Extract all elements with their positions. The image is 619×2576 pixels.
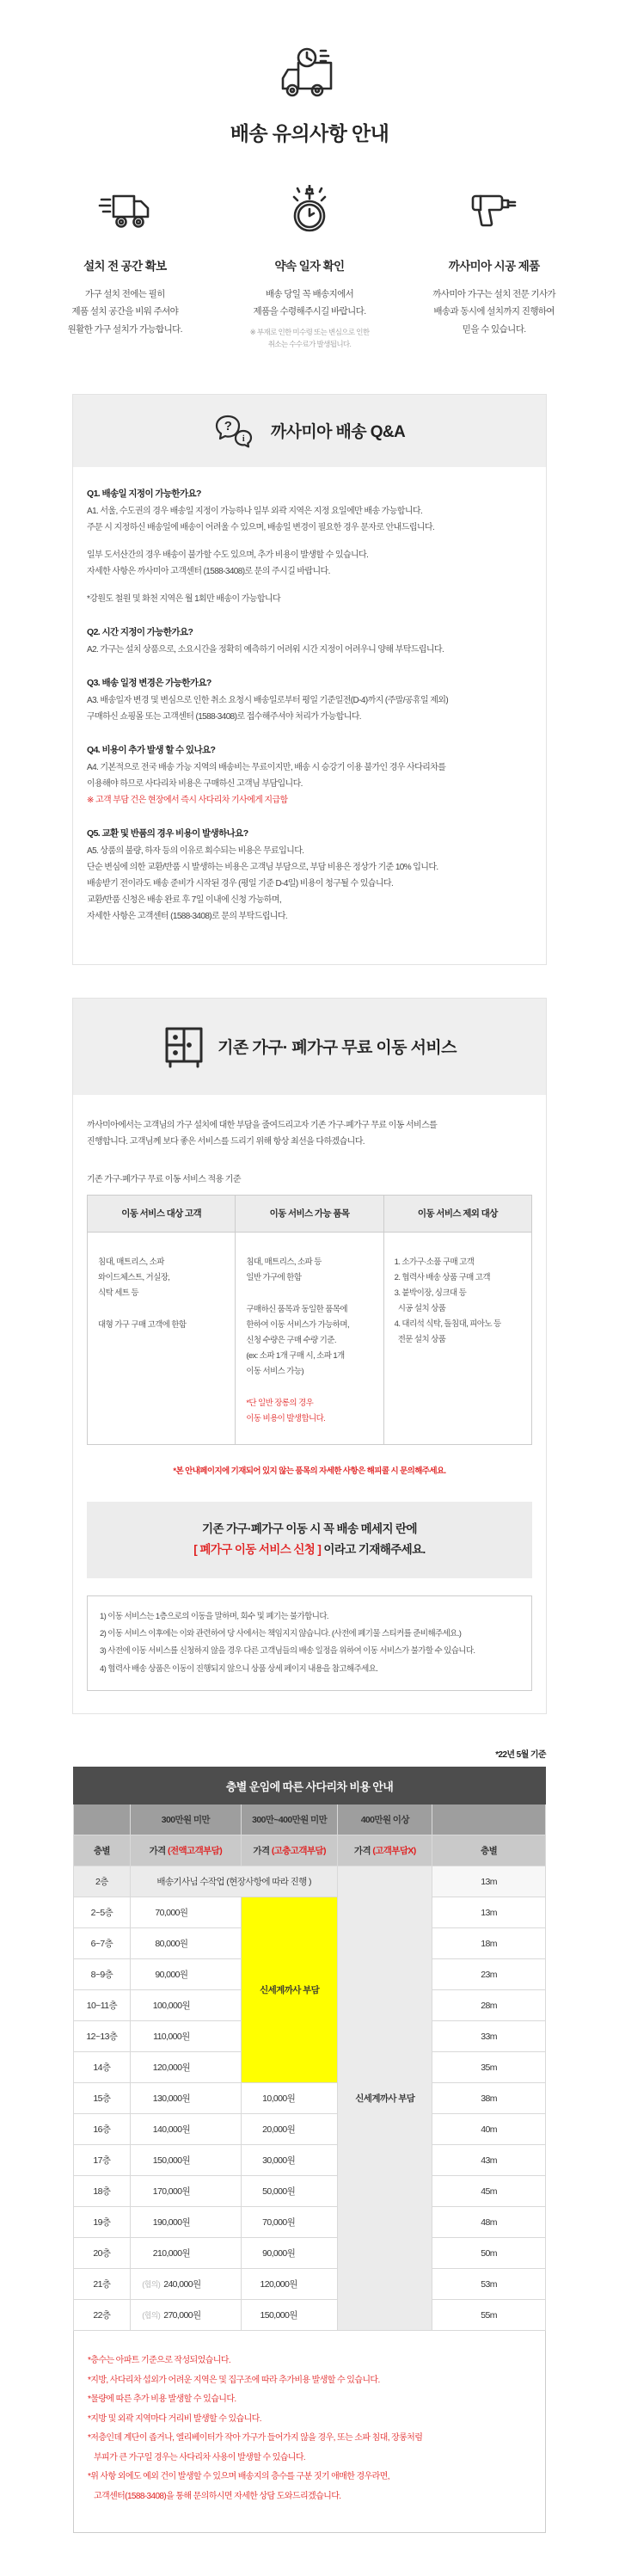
ladder-note-line: *층수는 아파트 기준으로 작성되었습니다. (88, 2356, 231, 2366)
ladder-price-label: 가격 (고객부담X) (338, 1835, 432, 1866)
ladder-floor-cell: 22층 (74, 2300, 131, 2331)
service-table-line: 일반 가구에 한함 (246, 1272, 302, 1282)
ladder-price1-cell: 90,000원 (130, 1959, 241, 1990)
ladder-row (74, 2176, 546, 2207)
ladder-height-cell: 13m (432, 1897, 546, 1928)
ladder-floor-label: 층별 (74, 1835, 131, 1866)
service-table-line: 침대, 매트리스, 소파 (98, 1257, 164, 1267)
notice-line2 (95, 1540, 524, 1560)
service-table-cell (383, 1232, 531, 1444)
ladder-cost-section (73, 1747, 546, 2533)
feature-line: 배송 당일 꼭 배송지에서 (265, 289, 354, 299)
ladder-company-cell-400: 신세계까사 부담 (338, 1866, 432, 2331)
notice-line1: 기존 가구·폐가구 이동 시 꼭 배송 메세지 란에 (202, 1522, 417, 1535)
feature-line: 믿을 수 있습니다. (462, 323, 526, 335)
date-note: *22년 5월 기준 (495, 1750, 546, 1761)
ladder-price-label: 가격 (전액고객부담) (130, 1835, 241, 1866)
feature-note-line: ※ 부재로 인한 미수령 또는 변심으로 인한 (249, 327, 370, 336)
service-table-line: 신청 수량은 구매 수량 기준. (246, 1335, 336, 1345)
ladder-note-line: *지방 및 외곽 지역마다 거리비 발생할 수 있습니다. (88, 2413, 261, 2424)
ladder-note-line: *지방, 사다리차 섭외가 어려운 지역은 및 집구조에 따라 추가비용 발생할 수 있습니다. (88, 2375, 380, 2385)
feature-line: 배송과 동시에 설치까지 진행하여 (433, 306, 555, 317)
service-table-header: 이동 서비스 가능 품목 (236, 1195, 383, 1232)
qa-item (87, 675, 532, 725)
ladder-floor-cell: 18층 (74, 2176, 131, 2207)
ladder-price-label: 가격 (고층고객부담) (241, 1835, 338, 1866)
ladder-note-line: 고객센터(1588-3408)을 통해 문의하시면 자세한 상담 도와드리겠습니다. (94, 2491, 341, 2501)
ladder-price1-cell: 140,000원 (130, 2114, 241, 2145)
qa-answer-line: 자세한 사항은 까사미아 고객센터 (1588-3408)로 문의 주시길 바랍니다. (87, 566, 330, 576)
ladder-title-row (74, 1768, 546, 1804)
line-gap (246, 1286, 372, 1302)
service-red-note: *본 안내페이지에 기재되어 있지 않는 품목의 자세한 사항은 해피콜 시 문의해주세요. (173, 1466, 446, 1476)
moving-body (73, 1095, 546, 1714)
ladder-floor-cell: 12~13층 (74, 2021, 131, 2052)
ladder-height-cell: 55m (432, 2300, 546, 2331)
ladder-price1-cell: 190,000원 (130, 2207, 241, 2238)
ladder-price1-cell: 110,000원 (130, 2021, 241, 2052)
ladder-row (74, 2269, 546, 2300)
ladder-group-header: 300만원 미만 (130, 1804, 241, 1835)
ladder-price1-cell: 120,000원 (130, 2052, 241, 2083)
service-table-cell (236, 1232, 383, 1444)
ladder-price1-cell: 210,000원 (130, 2238, 241, 2269)
service-table-line: *단 일반 장롱의 경우 (246, 1398, 314, 1408)
ladder-height-cell: 13m (432, 1866, 546, 1897)
truck-clock-icon (278, 47, 341, 101)
notice-line2-red: [ 폐가구 이동 서비스 신청 ] (193, 1543, 322, 1557)
qa-answer-line: A5. 상품의 불량, 하자 등의 이유로 회수되는 비용은 무료입니다. (87, 845, 304, 856)
line-gap (98, 1301, 224, 1318)
ladder-price1-cell: (협의) 240,000원 (130, 2269, 241, 2300)
criteria-label: 기존 가구·폐가구 무료 이동 서비스 적용 기준 (87, 1174, 241, 1184)
ladder-company-cell-300: 신세계까사 부담 (241, 1897, 338, 2083)
ladder-floor-label: 층별 (432, 1835, 546, 1866)
ladder-height-cell: 45m (432, 2176, 546, 2207)
line-gap (246, 1380, 372, 1396)
notice-line2-rest: 이라고 기재해주세요. (321, 1543, 426, 1557)
stopwatch-icon (232, 182, 388, 239)
feature-card (416, 182, 572, 351)
qa-answer-line: 교환/반품 신청은 배송 완료 후 7일 이내에 신청 가능하며, (87, 895, 282, 905)
svg-text:i: i (242, 433, 244, 444)
qa-answer-line: 주문 시 지정하신 배송일에 배송이 어려울 수 있으며, 배송일 변경이 필요한 경우 문자로 안내드립니다. (87, 522, 435, 532)
ladder-price1-cell: 100,000원 (130, 1990, 241, 2021)
service-table-line: 2. 협력사 배송 상품 구매 고객 (394, 1272, 490, 1282)
service-table-line: 식탁 세트 등 (98, 1288, 138, 1298)
feature-note (232, 326, 388, 351)
qa-question: Q5. 교환 및 반품의 경우 비용이 발생하나요? (87, 827, 248, 839)
waste-furniture-notice (87, 1502, 532, 1578)
ladder-price2-cell: 30,000원 (241, 2145, 338, 2176)
service-rule-line: 3) 사전에 이동 서비스를 신청하지 않을 경우 다른 고객님들의 배송 일정을 위하여 이동 서비스가 불가할 수 있습니다. (100, 1646, 475, 1657)
ladder-floor-cell: 16층 (74, 2114, 131, 2145)
qa-answer-line: 단순 변심에 의한 교환/반품 시 발생하는 비용은 고객님 부담으로, 부담 비용은 정상가 기준 10% 입니다. (87, 862, 438, 872)
qa-body (73, 467, 546, 964)
qa-question: Q1. 배송일 지정이 가능한가요? (87, 488, 201, 499)
qa-answer-line: *강원도 철원 및 화천 지역은 월 1회만 배송이 가능합니다 (87, 593, 280, 604)
ladder-group-corner (74, 1804, 131, 1835)
truck-speed-icon (47, 182, 203, 239)
ladder-height-cell: 40m (432, 2114, 546, 2145)
qa-answer-line: A2. 가구는 설치 상품으로, 소요시간을 정확히 예측하기 어려워 시간 지정이 어려우니 양해 부탁드립니다. (87, 644, 444, 655)
ladder-price2-cell: 50,000원 (241, 2176, 338, 2207)
ladder-price2-cell: 90,000원 (241, 2238, 338, 2269)
ladder-row (74, 2207, 546, 2238)
service-rule-line: 2) 이동 서비스 이후에는 이와 관련하여 당 사에서는 책임지지 않습니다. (사전에 폐기물 스티커를 준비해주세요.) (100, 1628, 462, 1638)
service-table-line: 4. 대리석 식탁, 돌침대, 피아노 등 (394, 1319, 501, 1329)
qa-answer-line: 일부 도서산간의 경우 배송이 불가할 수도 있으며, 추가 비용이 발생할 수 있습니다. (87, 550, 369, 560)
ladder-height-cell: 53m (432, 2269, 546, 2300)
service-table-header: 이동 서비스 대상 고객 (88, 1195, 236, 1232)
ladder-floor-cell: 20층 (74, 2238, 131, 2269)
moving-section-title: 기존 가구· 폐가구 무료 이동 서비스 (218, 1039, 457, 1057)
service-rule-line: 4) 협력사 배송 상품은 이동이 진행되지 않으니 상품 상세 페이지 내용을 참고해주세요. (100, 1663, 378, 1674)
ladder-height-cell: 33m (432, 2021, 546, 2052)
ladder-height-cell: 23m (432, 1959, 546, 1990)
delivery-features (47, 182, 572, 351)
ladder-row (74, 1897, 546, 1928)
service-table-line: 이동 서비스 가능) (246, 1366, 304, 1376)
qa-answer-line: 구매하신 쇼핑몰 또는 고객센터 (1588-3408)로 접수해주셔야 처리가 가능합니다. (87, 711, 361, 722)
ladder-row (74, 2300, 546, 2331)
ladder-row (74, 2145, 546, 2176)
qa-answer-line: ※ 고객 부담 건은 현장에서 즉시 사다리차 기사에게 지급함 (87, 795, 288, 805)
qa-answer-line: A4. 기본적으로 전국 배송 가능 지역의 배송비는 무료이지만, 배송 시 승강기 이용 불가인 경우 사다리차를 (87, 762, 446, 772)
qa-answer-line: 이용해야 하므로 사다리차 비용은 구매하신 고객님 부담입니다. (87, 778, 303, 789)
service-table-line: 3. 붙박이장, 싱크대 등 (394, 1288, 467, 1298)
qa-section-header (73, 395, 546, 467)
ladder-note-line: 부피가 큰 가구일 경우는 사다리차 사용이 발생할 수 있습니다. (94, 2452, 306, 2462)
service-table-header: 이동 서비스 제외 대상 (383, 1195, 531, 1232)
moving-section-header (73, 999, 546, 1095)
ladder-manual-cell: 배송기사님 수작업 (현장사항에 따라 진행 ) (130, 1866, 338, 1897)
service-table-line: 침대, 매트리스, 소파 등 (246, 1257, 322, 1267)
ladder-table-title: 층별 운임에 따른 사다리차 비용 안내 (74, 1768, 546, 1804)
ladder-price2-cell: 20,000원 (241, 2114, 338, 2145)
service-rules (87, 1595, 532, 1692)
ladder-label-row (74, 1835, 546, 1866)
ladder-row (74, 2238, 546, 2269)
ladder-price1-cell: 150,000원 (130, 2145, 241, 2176)
ladder-notes (73, 2331, 546, 2533)
service-table-line: 이동 비용이 발생합니다. (246, 1413, 326, 1423)
ladder-floor-cell: 14층 (74, 2052, 131, 2083)
ladder-price2-cell: 10,000원 (241, 2083, 338, 2114)
service-table-line: 1. 소가구·소품 구매 고객 (394, 1257, 475, 1267)
ladder-floor-cell: 2~5층 (74, 1897, 131, 1928)
service-table-body-row (88, 1232, 532, 1444)
feature-note-line: 취소는 수수료가 발생됩니다. (267, 340, 352, 349)
ladder-height-cell: 50m (432, 2238, 546, 2269)
ladder-floor-cell: 6~7층 (74, 1928, 131, 1959)
qa-answer-line: 배송받기 전이라도 배송 준비가 시작된 경우 (평일 기준 D-4일) 비용이 청구될 수 있습니다. (87, 878, 394, 888)
service-table-line: 와이드체스트, 거실장, (98, 1272, 170, 1282)
moving-service-table (87, 1195, 532, 1445)
service-table-line: (ex: 소파 1개 구매 시, 소파 1개 (246, 1350, 345, 1361)
ladder-row (74, 2083, 546, 2114)
service-table-line: 전문 설치 상품 (394, 1334, 446, 1344)
ladder-group-header: 300만~400만원 미만 (241, 1804, 338, 1835)
qa-item (87, 486, 532, 607)
feature-line: 제품을 수령해주시길 바랍니다. (253, 306, 366, 317)
ladder-note-line: *위 사항 외에도 예외 건이 발생할 수 있으며 배송지의 층수를 구분 짓기 애매한 경우라면, (88, 2472, 389, 2482)
service-table-header-row (88, 1195, 532, 1232)
qa-bubble-icon (214, 414, 259, 448)
service-rule-line: 1) 이동 서비스는 1층으로의 이동을 말하며, 회수 및 폐기는 불가합니다. (100, 1611, 328, 1621)
ladder-height-cell: 35m (432, 2052, 546, 2083)
feature-title: 약속 일자 확인 (274, 260, 345, 273)
qa-question: Q2. 시간 지정이 가능한가요? (87, 626, 193, 637)
ladder-floor-cell: 15층 (74, 2083, 131, 2114)
qa-section (72, 394, 547, 965)
ladder-price2-cell: 120,000원 (241, 2269, 338, 2300)
feature-line: 제품 설치 공간을 비워 주셔야 (71, 306, 179, 317)
service-table-line: 구매하신 품목과 동일한 품목에 (246, 1304, 347, 1314)
cabinet-icon (162, 1024, 205, 1069)
ladder-note-line: *저층인데 계단이 좁거나, 엘리베이터가 작아 가구가 들어가지 않을 경우, 또는 소파 침대, 장롱처럼 (88, 2433, 423, 2444)
service-table-cell (88, 1232, 236, 1444)
qa-item (87, 826, 532, 925)
ladder-group-header: 400만원 이상 (338, 1804, 432, 1835)
moving-intro-line: 까사미아에서는 고객님의 가구 설치에 대한 부담을 줄여드리고자 기존 가구·폐가구 무료 이동 서비스를 (87, 1120, 438, 1130)
service-table-line: 대형 가구 구매 고객에 한함 (98, 1319, 187, 1330)
ladder-height-cell: 28m (432, 1990, 546, 2021)
qa-answer-line: A1. 서울, 수도권의 경우 배송일 지정이 가능하나 일부 외곽 지역은 지정 요일에만 배송 가능합니다. (87, 506, 423, 516)
feature-card (232, 182, 388, 351)
feature-card (47, 182, 203, 351)
qa-question: Q4. 비용이 추가 발생 할 수 있나요? (87, 744, 216, 755)
svg-text:?: ? (224, 418, 232, 433)
service-table-line: 시공 설치 상품 (394, 1303, 446, 1313)
ladder-price1-cell: 170,000원 (130, 2176, 241, 2207)
moving-intro (87, 1117, 532, 1151)
ladder-price2-cell: 70,000원 (241, 2207, 338, 2238)
ladder-floor-cell: 19층 (74, 2207, 131, 2238)
ladder-height-cell: 43m (432, 2145, 546, 2176)
feature-title: 까사미아 시공 제품 (448, 260, 540, 273)
qa-answer-line: A3. 배송일자 변경 및 변심으로 인한 취소 요청시 배송일로부터 평일 기준일전(D-4)까지 (주말/공휴일 제외) (87, 695, 449, 705)
qa-item (87, 742, 532, 808)
ladder-price1-cell: 80,000원 (130, 1928, 241, 1959)
feature-line: 원활한 가구 설치가 가능합니다. (67, 323, 182, 335)
ladder-height-cell: 18m (432, 1928, 546, 1959)
qa-answer-line: 자세한 사항은 고객센터 (1588-3408)로 문의 부탁드립니다. (87, 911, 288, 921)
ladder-price2-cell: 150,000원 (241, 2300, 338, 2331)
moving-service-section (72, 998, 547, 1715)
ladder-floor-cell: 10~11층 (74, 1990, 131, 2021)
feature-line: 까사미아 가구는 설치 전문 기사가 (432, 289, 556, 299)
ladder-row (74, 1866, 546, 1897)
ladder-note-line: *물량에 따른 추가 비용 발생할 수 있습니다. (88, 2395, 236, 2405)
ladder-floor-cell: 21층 (74, 2269, 131, 2300)
page-title: 배송 유의사항 안내 (230, 122, 389, 144)
moving-intro-line: 진행합니다. 고객님께 보다 좋은 서비스를 드리기 위해 항상 최선을 다하겠습니다. (87, 1137, 365, 1147)
ladder-price1-cell: 130,000원 (130, 2083, 241, 2114)
ladder-height-cell: 48m (432, 2207, 546, 2238)
qa-question: Q3. 배송 일정 변경은 가능한가요? (87, 677, 211, 688)
drill-icon (416, 182, 572, 239)
ladder-height-cell: 38m (432, 2083, 546, 2114)
ladder-row (74, 2114, 546, 2145)
ladder-floor-cell: 17층 (74, 2145, 131, 2176)
ladder-floor-cell: 2층 (74, 1866, 131, 1897)
ladder-price1-cell: 70,000원 (130, 1897, 241, 1928)
service-table-line: 한하여 이동 서비스가 가능하며, (246, 1319, 349, 1330)
ladder-floor-cell: 8~9층 (74, 1959, 131, 1990)
qa-item (87, 624, 532, 658)
qa-section-title: 까사미아 배송 Q&A (270, 423, 406, 442)
ladder-group-corner (432, 1804, 546, 1835)
ladder-price1-cell: (협의) 270,000원 (130, 2300, 241, 2331)
feature-title: 설치 전 공간 확보 (83, 260, 167, 273)
ladder-group-row (74, 1804, 546, 1835)
ladder-cost-table (73, 1767, 546, 2331)
feature-line: 가구 설치 전에는 필히 (84, 289, 165, 299)
